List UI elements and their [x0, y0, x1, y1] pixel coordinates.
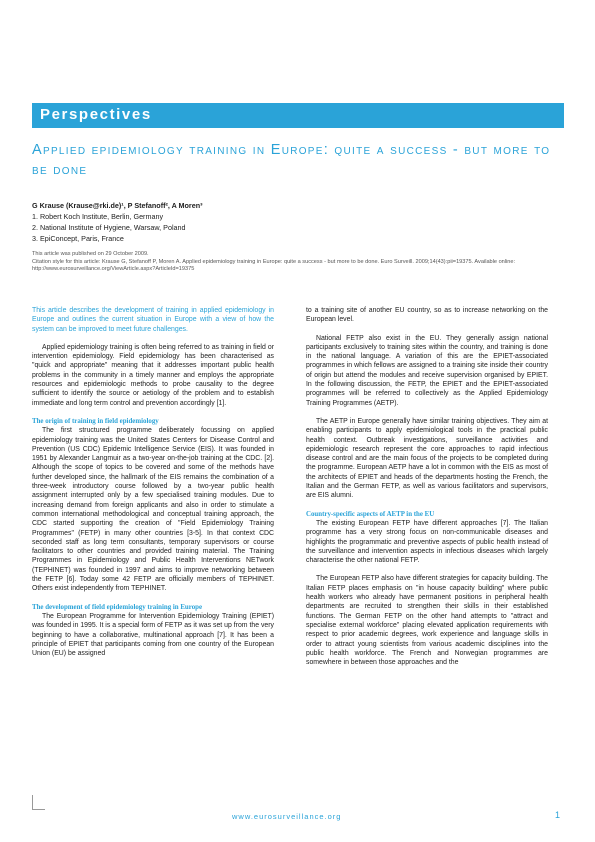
section-banner	[32, 103, 564, 128]
section-heading-country: Country-specific aspects of AETP in the EU	[306, 510, 435, 518]
published-note: This article was published on 29 October 2009.	[32, 251, 149, 257]
national-fetp-paragraph: National FETP also exist in the EU. They generally assign national participants exclusively to training sites within the country, and training is done in the national language. A variation of this are the EPIET-associated programmes in which fellows are assigned to a training site inside their country of origin but attend the modules and receive supervision organised by EPIET. In the following discussion, the FETP, the EPIET and the EPIET-associated programmes will be referred to collectively as the Applied Epidemiology Training Programmes (AETP).	[306, 334, 548, 407]
author-names: G Krause (Krause@rki.de)¹, P Stefanoff², A Moren³	[32, 201, 203, 210]
publication-notes	[32, 251, 557, 274]
article-title: Applied epidemiology training in Europe: quite a success - but more to be done	[32, 142, 551, 178]
capacity-building-paragraph: The European FETP also have different strategies for capacity building. The Italian FETP places emphasis on "in house capacity building" where public health workers who already have permanent positions in peripheral health departments are recruited to strengthen their skills in their established functions. The German FETP on the other hand attempts to "attract and specialise external workforce" placing elevated application requirements with respect to prior academic degrees, work experience and language skills in order to attract young scientists from various academic disciplines into the public health workforce. The French and Norwegian programmes are somewhere in between those approaches and the	[306, 575, 548, 667]
country-approaches-paragraph: The existing European FETP have different approaches [7]. The Italian programme has a very strong focus on non-communicable diseases and highlights the programmatic and preventive aspects of public health instead of the surveillance and intervention aspects in infectious diseases which largely characterise the other national FETP.	[306, 519, 548, 565]
citation-note: Citation style for this article: Krause G, Stefanoff P, Moren A. Applied epidemiology training in Europe: quite a success - but more to be done. Euro Surveill. 2009;14(43):pii=19375. Available online: http://www.eurosurveillance.org/ViewArticle.aspx?ArticleId=19375	[32, 258, 516, 273]
europe-paragraph: The European Programme for Intervention Epidemiology Training (EPIET) was founded in 1995. It is a special form of FETP as it was set up from the very beginning to have a collaborative, multinational approach [7]. It has been a principle of EPIET that participants coming from one country of the European Union (EU) be assigned	[32, 612, 274, 658]
affiliation-2: 2. National Institute of Hygiene, Warsaw, Poland	[32, 223, 186, 232]
section-label: Perspectives	[40, 106, 152, 123]
left-column	[32, 306, 274, 667]
section-heading-origin: The origin of training in field epidemiology	[32, 417, 159, 425]
page-corner-mark	[32, 795, 45, 810]
abstract-lead: This article describes the development of training in applied epidemiology in Europe and outlines the current situation in Europe with a view of how the system can be improved to meet future challenges.	[32, 307, 274, 333]
footer-url: www.eurosurveillance.org	[232, 812, 342, 821]
intro-paragraph: Applied epidemiology training is often being referred to as training in field or intervention epidemiology. Field epidemiology has been characterised as "quick and appropriate" meaning that it addresses important public health problems in the community in a timely manner and employs the appropriate resources and epidemiologic methods to probe causality to the degree sufficient to identify the source or aetiology of the problem and to establish immediate and long term control and prevention accordingly [1].	[32, 343, 274, 407]
section-heading-europe: The development of field epidemiology training in Europe	[32, 603, 203, 611]
origin-paragraph: The first structured programme deliberately focussing on applied epidemiology training was the United States Centers for Disease Control and Prevention (US CDC) Epidemic Intelligence Service (EIS). It was founded in 1951 by Alexander Langmuir as a two-year on-the-job training at the CDC. [2]. Although the scope of topics to be covered and some of the methods have further developed since, the hallmark of the EIS remains the combination of a three-week introductory course followed by a two-year public health assignment interrupted only by a few specialised training modules. Due to increasing demand from foreign applicants and also in order to stimulate a common international methodological and conceptual training approach, the CDC started supporting the creation of "Field Epidemiology Training Programmes" (FETP) in many other countries [3-5]. In that context CDC seconded staff as long term consultants, temporary supervisors or course facilitators to other countries and provided training material. The Training Programmes in Epidemiology and Public Health Interventions NETwork (TEPHINET) was founded in 1997 and aims to improve networking between the FETP [6]. Today some 42 FETP are officially members of TEPHINET. Others exist independently from TEPHINET.	[32, 427, 274, 593]
right-column	[306, 306, 548, 676]
affiliation-1: 1. Robert Koch Institute, Berlin, Germany	[32, 212, 164, 221]
continued-paragraph: to a training site of another EU country, so as to increase networking on the European level.	[306, 307, 548, 324]
affiliation-3: 3. EpiConcept, Paris, France	[32, 234, 124, 243]
author-block	[32, 200, 552, 244]
aetp-objectives-paragraph: The AETP in Europe generally have similar training objectives. They aim at enabling participants to apply epidemiological tools in the practical public health context. Outbreak investigations, surveillance activities and epidemiologic research represent the core approaches to rapid infectious disease control and are the main focus of the projects to be completed during the programme. European AETP have a lot in common with the EIS as most of the architects of EPIET and heads of the departments hosting the French, the Italian and the German FETP, as well as various facilitators and supervisors, are EIS alumni.	[306, 417, 548, 500]
page-number: 1	[555, 810, 561, 820]
